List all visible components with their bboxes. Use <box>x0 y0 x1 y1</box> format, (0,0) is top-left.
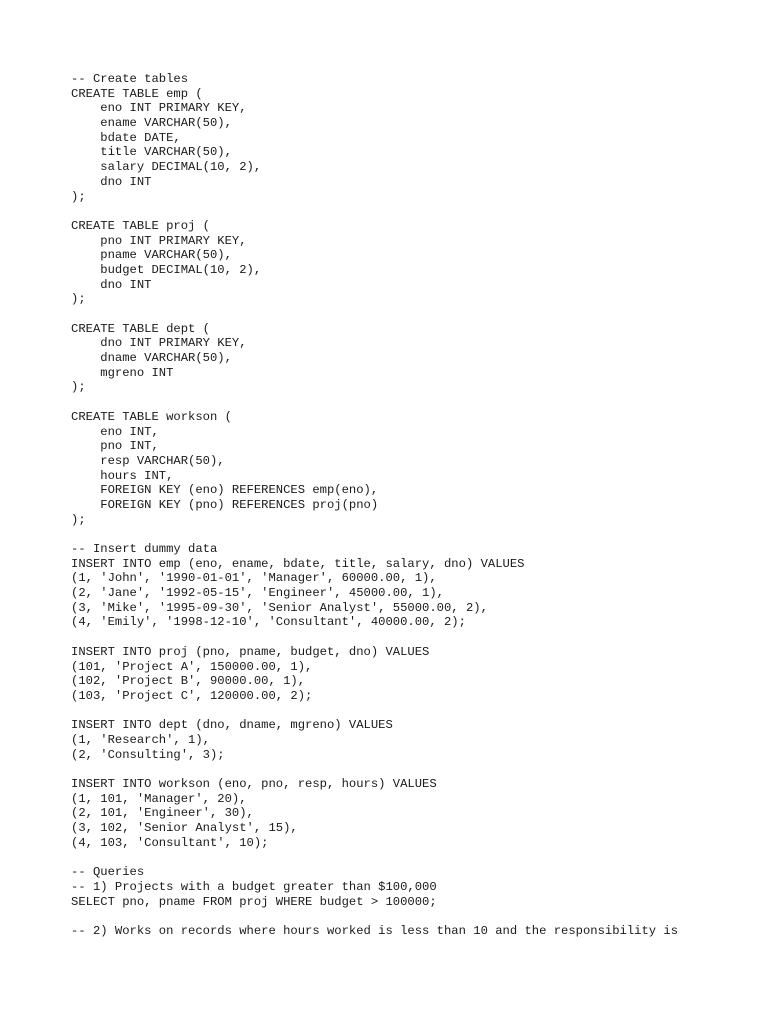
code-line: title VARCHAR(50), <box>71 145 232 160</box>
code-line: FOREIGN KEY (eno) REFERENCES emp(eno), <box>71 483 379 498</box>
code-line: dno INT <box>71 174 152 189</box>
code-line <box>71 307 678 322</box>
code-line: pname VARCHAR(50), <box>71 248 232 263</box>
code-line: hours INT, <box>71 468 174 483</box>
code-line: (1, 'John', '1990-01-01', 'Manager', 60000.00, 1), <box>71 571 437 586</box>
code-line: INSERT INTO proj (pno, pname, budget, dno) VALUES <box>71 644 430 659</box>
code-line: dno INT <box>71 277 152 292</box>
code-line: bdate DATE, <box>71 130 181 145</box>
code-line: ); <box>71 189 86 204</box>
code-line: resp VARCHAR(50), <box>71 453 225 468</box>
code-line: INSERT INTO emp (eno, ename, bdate, title, salary, dno) VALUES <box>71 556 525 571</box>
code-line: dname VARCHAR(50), <box>71 351 232 366</box>
code-line: (101, 'Project A', 150000.00, 1), <box>71 659 313 674</box>
code-line: (3, 'Mike', '1995-09-30', 'Senior Analyst', 55000.00, 2), <box>71 600 488 615</box>
code-line: pno INT, <box>71 439 159 454</box>
code-line: CREATE TABLE dept ( <box>71 321 210 336</box>
code-line: INSERT INTO dept (dno, dname, mgreno) VALUES <box>71 718 393 733</box>
code-line: mgreno INT <box>71 365 174 380</box>
code-line <box>71 762 678 777</box>
code-line: budget DECIMAL(10, 2), <box>71 262 262 277</box>
code-line: (1, 101, 'Manager', 20), <box>71 791 247 806</box>
code-line: INSERT INTO workson (eno, pno, resp, hours) VALUES <box>71 777 437 791</box>
code-line: eno INT, <box>71 424 159 439</box>
code-line: eno INT PRIMARY KEY, <box>71 101 247 116</box>
code-line: (4, 103, 'Consultant', 10); <box>71 835 269 850</box>
code-line <box>71 850 678 865</box>
code-line: -- Insert dummy data <box>71 542 218 556</box>
sql-code-block <box>71 72 678 939</box>
code-line: ); <box>71 380 86 395</box>
code-line: (3, 102, 'Senior Analyst', 15), <box>71 821 298 836</box>
code-line: dno INT PRIMARY KEY, <box>71 336 247 351</box>
code-line: -- Queries <box>71 865 145 880</box>
code-line: CREATE TABLE emp ( <box>71 86 203 101</box>
code-line: (2, 'Consulting', 3); <box>71 747 225 762</box>
code-line: FOREIGN KEY (pno) REFERENCES proj(pno) <box>71 497 379 512</box>
code-line: ); <box>71 292 86 307</box>
code-line: (2, 101, 'Engineer', 30), <box>71 806 254 821</box>
code-line: pno INT PRIMARY KEY, <box>71 233 247 248</box>
code-line: -- Create tables <box>71 72 189 86</box>
code-line: salary DECIMAL(10, 2), <box>71 160 262 175</box>
code-line: CREATE TABLE workson ( <box>71 409 232 424</box>
code-line: SELECT pno, pname FROM proj WHERE budget > 100000; <box>71 894 437 909</box>
code-line: (4, 'Emily', '1998-12-10', 'Consultant', 40000.00, 2); <box>71 615 466 630</box>
code-line <box>71 395 678 410</box>
code-line <box>71 909 678 924</box>
code-line: ); <box>71 512 86 527</box>
code-line <box>71 704 678 719</box>
code-line: (1, 'Research', 1), <box>71 732 210 747</box>
code-line: -- 2) Works on records where hours worked is less than 10 and the responsibility is <box>71 923 679 938</box>
code-line: ename VARCHAR(50), <box>71 116 232 131</box>
code-line: (102, 'Project B', 90000.00, 1), <box>71 674 306 689</box>
code-line <box>71 630 678 645</box>
code-line <box>71 527 678 542</box>
code-line: CREATE TABLE proj ( <box>71 218 210 233</box>
code-line: -- 1) Projects with a budget greater than $100,000 <box>71 879 437 894</box>
code-line: (2, 'Jane', '1992-05-15', 'Engineer', 45000.00, 1), <box>71 586 444 601</box>
code-line: (103, 'Project C', 120000.00, 2); <box>71 688 313 703</box>
code-line <box>71 204 678 219</box>
